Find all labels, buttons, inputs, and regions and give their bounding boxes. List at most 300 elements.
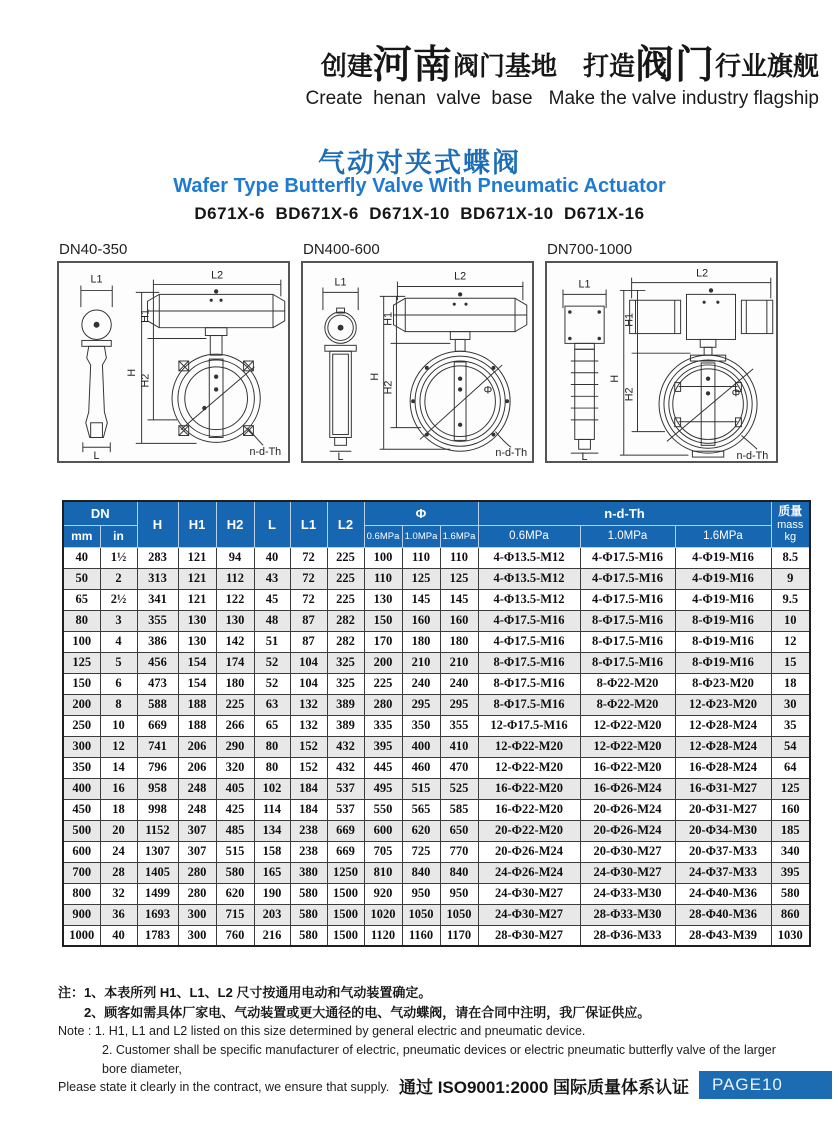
table-cell: 295 xyxy=(402,694,440,715)
table-cell: 188 xyxy=(178,715,216,736)
table-cell: 72 xyxy=(290,589,327,610)
table-cell: 8-Φ22-M20 xyxy=(580,694,675,715)
table-row xyxy=(63,547,810,568)
table-cell: 425 xyxy=(216,799,254,820)
table-row xyxy=(63,610,810,631)
table-cell: 307 xyxy=(178,841,216,862)
table-cell: 958 xyxy=(137,778,178,799)
table-cell: 250 xyxy=(63,715,100,736)
dim-label-l2: L2 xyxy=(454,270,467,283)
dim-label-phi: Φ xyxy=(483,384,493,397)
table-cell: 40 xyxy=(63,547,100,568)
table-cell: 8 xyxy=(100,694,137,715)
table-cell: 20 xyxy=(100,820,137,841)
table-cell: 741 xyxy=(137,736,178,757)
table-cell: 1405 xyxy=(137,862,178,883)
table-cell: 12-Φ28-M24 xyxy=(675,715,771,736)
table-cell: 16-Φ22-M20 xyxy=(478,778,580,799)
col-header-l2: L2 xyxy=(327,501,364,547)
table-cell: 580 xyxy=(290,883,327,904)
table-cell: 473 xyxy=(137,673,178,694)
table-cell: 432 xyxy=(327,757,364,778)
valve-drawing-large-icon xyxy=(545,261,778,463)
table-cell: 28 xyxy=(100,862,137,883)
table-cell: 15 xyxy=(771,652,810,673)
table-cell: 160 xyxy=(402,610,440,631)
table-cell: 100 xyxy=(364,547,402,568)
table-cell: 300 xyxy=(178,904,216,925)
table-cell: 320 xyxy=(216,757,254,778)
table-cell: 80 xyxy=(63,610,100,631)
table-cell: 950 xyxy=(402,883,440,904)
table-cell: 225 xyxy=(327,589,364,610)
table-cell: 325 xyxy=(327,673,364,694)
table-cell: 110 xyxy=(402,547,440,568)
table-cell: 152 xyxy=(290,736,327,757)
slogan-cn-part: 行业旗舰 xyxy=(714,51,819,81)
col-header-h2: H2 xyxy=(216,501,254,547)
table-cell: 4-Φ17.5-M16 xyxy=(580,589,675,610)
table-cell: 1500 xyxy=(327,904,364,925)
table-row xyxy=(63,694,810,715)
table-cell: 125 xyxy=(440,568,478,589)
table-cell: 8-Φ17.5-M16 xyxy=(478,652,580,673)
table-cell: 145 xyxy=(440,589,478,610)
table-cell: 400 xyxy=(402,736,440,757)
table-cell: 132 xyxy=(290,694,327,715)
col-header-h: H xyxy=(137,501,178,547)
table-cell: 1050 xyxy=(440,904,478,925)
mass-label-cn: 质量 xyxy=(778,503,803,518)
table-cell: 110 xyxy=(364,568,402,589)
table-cell: 1307 xyxy=(137,841,178,862)
dim-label-h2: H2 xyxy=(623,387,636,402)
table-cell: 1030 xyxy=(771,925,810,946)
table-cell: 174 xyxy=(216,652,254,673)
table-cell: 800 xyxy=(63,883,100,904)
col-header-phi-10: 1.0MPa xyxy=(402,525,440,547)
table-cell: 65 xyxy=(254,715,290,736)
table-cell: 102 xyxy=(254,778,290,799)
table-cell: 20-Φ37-M33 xyxy=(675,841,771,862)
dim-label-h2: H2 xyxy=(139,373,152,388)
table-cell: 43 xyxy=(254,568,290,589)
table-cell: 134 xyxy=(254,820,290,841)
table-cell: 920 xyxy=(364,883,402,904)
table-cell: 1½ xyxy=(100,547,137,568)
table-cell: 122 xyxy=(216,589,254,610)
table-cell: 350 xyxy=(63,757,100,778)
table-cell: 240 xyxy=(440,673,478,694)
table-cell: 840 xyxy=(440,862,478,883)
dim-label-phi: Φ xyxy=(731,387,741,400)
table-cell: 100 xyxy=(63,631,100,652)
table-cell: 280 xyxy=(364,694,402,715)
table-cell: 125 xyxy=(771,778,810,799)
col-header-phi-06: 0.6MPa xyxy=(364,525,402,547)
table-cell: 300 xyxy=(63,736,100,757)
table-cell: 16 xyxy=(100,778,137,799)
table-cell: 180 xyxy=(216,673,254,694)
slogan-cn-part: 打造 xyxy=(582,51,635,81)
dim-label-l1: L1 xyxy=(578,278,591,291)
table-cell: 114 xyxy=(254,799,290,820)
table-cell: 150 xyxy=(364,610,402,631)
col-header-ndth: n-d-Th xyxy=(478,501,771,525)
table-cell: 1152 xyxy=(137,820,178,841)
table-cell: 1050 xyxy=(402,904,440,925)
table-cell: 125 xyxy=(402,568,440,589)
table-cell: 8-Φ17.5-M16 xyxy=(580,631,675,652)
table-cell: 580 xyxy=(771,883,810,904)
col-header-dn: DN xyxy=(63,501,137,525)
table-cell: 238 xyxy=(290,841,327,862)
table-cell: 154 xyxy=(178,673,216,694)
table-cell: 130 xyxy=(216,610,254,631)
slogan-en-part2: Make the valve industry flagship xyxy=(548,88,819,109)
dim-label-l2: L2 xyxy=(696,267,709,280)
table-cell: 160 xyxy=(440,610,478,631)
table-cell: 145 xyxy=(402,589,440,610)
table-cell: 80 xyxy=(254,736,290,757)
table-cell: 63 xyxy=(254,694,290,715)
table-cell: 52 xyxy=(254,652,290,673)
table-row xyxy=(63,715,810,736)
table-cell: 525 xyxy=(440,778,478,799)
table-cell: 4-Φ17.5-M16 xyxy=(580,547,675,568)
table-cell: 14 xyxy=(100,757,137,778)
table-cell: 35 xyxy=(771,715,810,736)
table-row xyxy=(63,736,810,757)
table-cell: 238 xyxy=(290,820,327,841)
slogan-en-part1: Create henan valve base xyxy=(305,88,533,109)
table-cell: 12-Φ28-M24 xyxy=(675,736,771,757)
table-cell: 1693 xyxy=(137,904,178,925)
table-cell: 355 xyxy=(440,715,478,736)
table-cell: 184 xyxy=(290,799,327,820)
table-cell: 4 xyxy=(100,631,137,652)
table-cell: 8-Φ17.5-M16 xyxy=(478,673,580,694)
table-cell: 24-Φ30-M27 xyxy=(478,904,580,925)
table-cell: 335 xyxy=(364,715,402,736)
table-cell: 24 xyxy=(100,841,137,862)
table-cell: 307 xyxy=(178,820,216,841)
table-cell: 400 xyxy=(63,778,100,799)
table-cell: 24-Φ30-M27 xyxy=(580,862,675,883)
table-cell: 9 xyxy=(771,568,810,589)
table-cell: 1020 xyxy=(364,904,402,925)
table-cell: 200 xyxy=(63,694,100,715)
table-cell: 12-Φ17.5-M16 xyxy=(478,715,580,736)
table-cell: 104 xyxy=(290,652,327,673)
table-cell: 20-Φ26-M24 xyxy=(478,841,580,862)
table-cell: 445 xyxy=(364,757,402,778)
table-cell: 355 xyxy=(137,610,178,631)
table-row xyxy=(63,757,810,778)
table-cell: 180 xyxy=(440,631,478,652)
dim-label-h: H xyxy=(125,368,138,377)
table-cell: 121 xyxy=(178,568,216,589)
table-cell: 12-Φ23-M20 xyxy=(675,694,771,715)
table-cell: 210 xyxy=(402,652,440,673)
table-cell: 5 xyxy=(100,652,137,673)
table-cell: 20-Φ26-M24 xyxy=(580,799,675,820)
table-cell: 64 xyxy=(771,757,810,778)
col-header-ndth-06: 0.6MPa xyxy=(478,525,580,547)
table-cell: 340 xyxy=(771,841,810,862)
table-cell: 28-Φ36-M33 xyxy=(580,925,675,946)
table-cell: 1120 xyxy=(364,925,402,946)
note-cn-1: 注：1、本表所列 H1、L1、L2 尺寸按通用电动和气动装置确定。 xyxy=(58,985,432,1000)
drawing-dn40-350 xyxy=(57,241,294,468)
header-slogan xyxy=(306,46,819,110)
table-cell: 206 xyxy=(178,757,216,778)
table-cell: 18 xyxy=(771,673,810,694)
table-cell: 1170 xyxy=(440,925,478,946)
table-cell: 170 xyxy=(364,631,402,652)
slogan-cn-part: 阀门 xyxy=(634,44,715,87)
table-cell: 40 xyxy=(254,547,290,568)
table-cell: 580 xyxy=(290,925,327,946)
table-cell: 20-Φ34-M30 xyxy=(675,820,771,841)
table-cell: 154 xyxy=(178,652,216,673)
table-cell: 16-Φ28-M24 xyxy=(675,757,771,778)
table-cell: 282 xyxy=(327,610,364,631)
table-cell: 650 xyxy=(440,820,478,841)
table-cell: 796 xyxy=(137,757,178,778)
col-header-phi-16: 1.6MPa xyxy=(440,525,478,547)
spec-table-head xyxy=(63,501,810,547)
table-cell: 1250 xyxy=(327,862,364,883)
table-cell: 700 xyxy=(63,862,100,883)
table-cell: 705 xyxy=(364,841,402,862)
dim-label-ndth: n-d-Th xyxy=(736,450,769,463)
table-cell: 8-Φ23-M20 xyxy=(675,673,771,694)
table-cell: 460 xyxy=(402,757,440,778)
table-cell: 410 xyxy=(440,736,478,757)
table-cell: 600 xyxy=(63,841,100,862)
table-cell: 313 xyxy=(137,568,178,589)
table-cell: 810 xyxy=(364,862,402,883)
table-cell: 900 xyxy=(63,904,100,925)
product-title-cn: 气动对夹式蝶阀 xyxy=(318,148,521,178)
table-cell: 1000 xyxy=(63,925,100,946)
table-cell: 121 xyxy=(178,589,216,610)
table-cell: 6 xyxy=(100,673,137,694)
table-cell: 12 xyxy=(771,631,810,652)
table-cell: 389 xyxy=(327,715,364,736)
spec-table-body xyxy=(63,547,810,946)
table-cell: 620 xyxy=(216,883,254,904)
table-cell: 54 xyxy=(771,736,810,757)
table-cell: 4-Φ13.5-M12 xyxy=(478,547,580,568)
table-row xyxy=(63,904,810,925)
table-cell: 1500 xyxy=(327,883,364,904)
dim-label-l: L xyxy=(581,451,588,463)
dim-label-l1: L1 xyxy=(90,273,103,286)
table-cell: 248 xyxy=(178,778,216,799)
col-header-ndth-16: 1.6MPa xyxy=(675,525,771,547)
table-cell: 8-Φ17.5-M16 xyxy=(580,610,675,631)
table-cell: 456 xyxy=(137,652,178,673)
dim-label-l2: L2 xyxy=(211,269,224,282)
table-cell: 669 xyxy=(137,715,178,736)
table-row xyxy=(63,589,810,610)
table-cell: 4-Φ17.5-M16 xyxy=(580,568,675,589)
table-cell: 132 xyxy=(290,715,327,736)
dim-label-h2: H2 xyxy=(382,380,395,395)
dim-label-ndth: n-d-Th xyxy=(495,447,528,460)
dim-label-h1: H1 xyxy=(623,312,636,327)
table-cell: 4-Φ17.5-M16 xyxy=(478,610,580,631)
table-cell: 20-Φ30-M27 xyxy=(580,841,675,862)
col-header-phi: Φ xyxy=(364,501,478,525)
table-cell: 24-Φ30-M27 xyxy=(478,883,580,904)
table-cell: 600 xyxy=(364,820,402,841)
table-cell: 94 xyxy=(216,547,254,568)
table-cell: 28-Φ33-M30 xyxy=(580,904,675,925)
header-slogan-en xyxy=(306,88,819,110)
col-header-l1: L1 xyxy=(290,501,327,547)
dim-label-l: L xyxy=(337,451,344,463)
table-row xyxy=(63,862,810,883)
table-cell: 16-Φ22-M20 xyxy=(580,757,675,778)
col-header-in: in xyxy=(100,525,137,547)
table-cell: 8-Φ17.5-M16 xyxy=(478,694,580,715)
col-header-h1: H1 xyxy=(178,501,216,547)
table-cell: 51 xyxy=(254,631,290,652)
table-cell: 860 xyxy=(771,904,810,925)
table-cell: 620 xyxy=(402,820,440,841)
table-cell: 225 xyxy=(216,694,254,715)
table-cell: 150 xyxy=(63,673,100,694)
table-cell: 470 xyxy=(440,757,478,778)
table-row xyxy=(63,673,810,694)
table-cell: 770 xyxy=(440,841,478,862)
spec-table xyxy=(62,500,811,947)
table-cell: 325 xyxy=(327,652,364,673)
table-cell: 200 xyxy=(364,652,402,673)
table-cell: 130 xyxy=(178,610,216,631)
table-cell: 998 xyxy=(137,799,178,820)
drawing-label: DN400-600 xyxy=(303,241,380,258)
table-cell: 290 xyxy=(216,736,254,757)
table-cell: 203 xyxy=(254,904,290,925)
table-cell: 389 xyxy=(327,694,364,715)
table-cell: 550 xyxy=(364,799,402,820)
table-cell: 12-Φ22-M20 xyxy=(580,736,675,757)
note-en-3: Please state it clearly in the contract, we ensure that supply. xyxy=(58,1080,390,1095)
table-cell: 432 xyxy=(327,736,364,757)
note-en-2: 2. Customer shall be specific manufacturer of electric, pneumatic devices or electric pneumatic butterfly valve of the larger bore diameter, xyxy=(102,1042,776,1076)
table-cell: 840 xyxy=(402,862,440,883)
table-cell: 216 xyxy=(254,925,290,946)
dim-label-ndth: n-d-Th xyxy=(249,446,282,459)
table-cell: 80 xyxy=(254,757,290,778)
table-cell: 190 xyxy=(254,883,290,904)
table-cell: 28-Φ43-M39 xyxy=(675,925,771,946)
table-cell: 1783 xyxy=(137,925,178,946)
table-cell: 10 xyxy=(100,715,137,736)
table-cell: 280 xyxy=(178,883,216,904)
table-cell: 160 xyxy=(771,799,810,820)
table-cell: 1160 xyxy=(402,925,440,946)
table-cell: 1499 xyxy=(137,883,178,904)
table-cell: 405 xyxy=(216,778,254,799)
table-row xyxy=(63,925,810,946)
table-cell: 8-Φ19-M16 xyxy=(675,610,771,631)
dim-label-l: L xyxy=(93,450,100,463)
table-cell: 40 xyxy=(100,925,137,946)
page-footer xyxy=(399,1071,832,1099)
table-cell: 28-Φ30-M27 xyxy=(478,925,580,946)
drawing-label: DN700-1000 xyxy=(547,241,633,258)
slogan-cn-part: 阀门基地 xyxy=(452,51,557,81)
table-row xyxy=(63,820,810,841)
table-cell: 130 xyxy=(178,631,216,652)
table-cell: 24-Φ40-M36 xyxy=(675,883,771,904)
table-row xyxy=(63,778,810,799)
table-cell: 48 xyxy=(254,610,290,631)
product-title-en: Wafer Type Butterfly Valve With Pneumatic Actuator xyxy=(173,175,666,197)
table-row xyxy=(63,631,810,652)
table-cell: 283 xyxy=(137,547,178,568)
table-cell: 4-Φ19-M16 xyxy=(675,589,771,610)
table-cell: 380 xyxy=(290,862,327,883)
table-cell: 225 xyxy=(364,673,402,694)
table-cell: 248 xyxy=(178,799,216,820)
drawing-dn700-1000 xyxy=(545,241,782,468)
table-row xyxy=(63,883,810,904)
table-cell: 165 xyxy=(254,862,290,883)
dim-label-h1: H1 xyxy=(139,309,152,323)
note-en-1: Note : 1. H1, L1 and L2 listed on this size determined by general electric and pneumatic device. xyxy=(58,1024,586,1038)
table-cell: 4-Φ19-M16 xyxy=(675,568,771,589)
mass-label-en: mass xyxy=(777,518,804,531)
table-cell: 3 xyxy=(100,610,137,631)
table-cell: 210 xyxy=(440,652,478,673)
table-row xyxy=(63,841,810,862)
table-cell: 18 xyxy=(100,799,137,820)
table-cell: 485 xyxy=(216,820,254,841)
table-cell: 515 xyxy=(402,778,440,799)
table-cell: 1500 xyxy=(327,925,364,946)
table-cell: 104 xyxy=(290,673,327,694)
table-cell: 495 xyxy=(364,778,402,799)
col-header-l: L xyxy=(254,501,290,547)
table-row xyxy=(63,652,810,673)
slogan-cn-part: 河南 xyxy=(372,44,453,87)
table-cell: 395 xyxy=(364,736,402,757)
table-cell: 32 xyxy=(100,883,137,904)
valve-drawing-medium-icon xyxy=(301,261,534,463)
table-cell: 8-Φ19-M16 xyxy=(675,652,771,673)
table-cell: 52 xyxy=(254,673,290,694)
table-cell: 121 xyxy=(178,547,216,568)
table-cell: 4-Φ13.5-M12 xyxy=(478,589,580,610)
table-cell: 16-Φ31-M27 xyxy=(675,778,771,799)
slogan-cn-part: 创建 xyxy=(320,51,373,81)
table-cell: 65 xyxy=(63,589,100,610)
table-cell: 16-Φ22-M20 xyxy=(478,799,580,820)
table-cell: 28-Φ40-M36 xyxy=(675,904,771,925)
table-cell: 10 xyxy=(771,610,810,631)
table-cell: 110 xyxy=(440,547,478,568)
table-cell: 585 xyxy=(440,799,478,820)
table-cell: 12 xyxy=(100,736,137,757)
table-cell: 206 xyxy=(178,736,216,757)
table-cell: 185 xyxy=(771,820,810,841)
